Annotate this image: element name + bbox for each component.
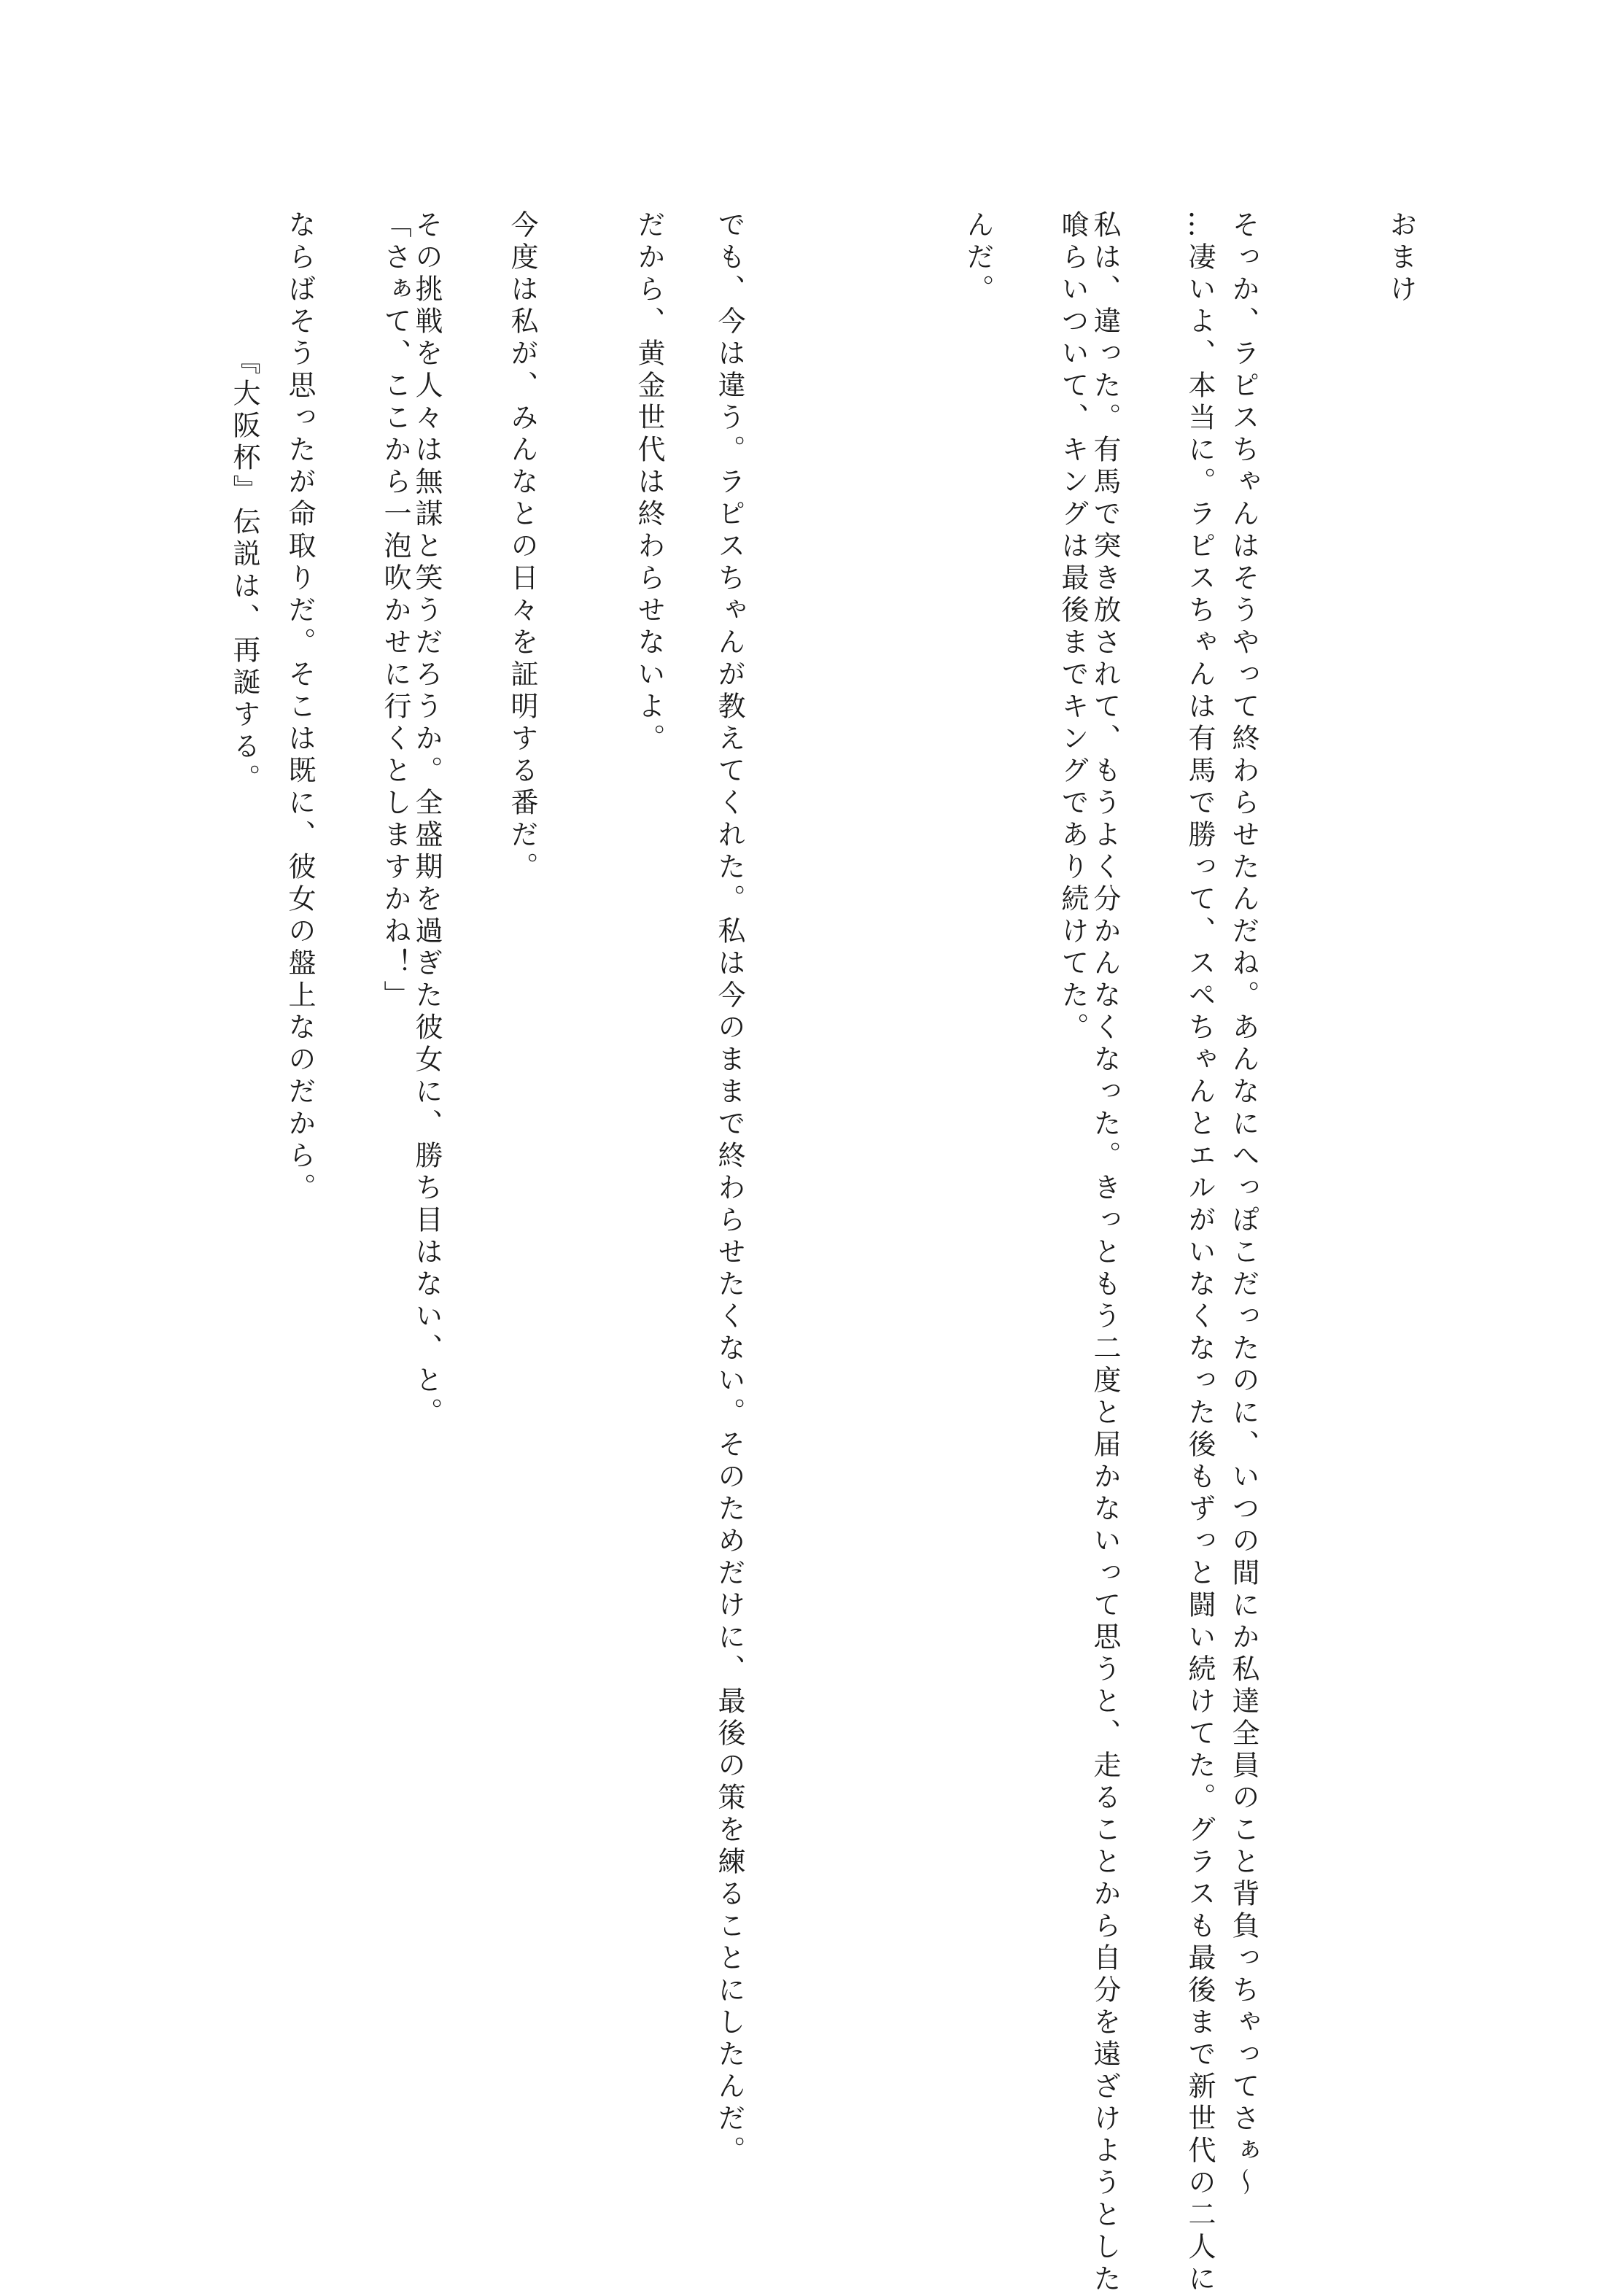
paragraph-line: 喰らいついて、キングは最後までキングであり続けてた。	[1057, 210, 1089, 1044]
paragraph-line: 『大阪杯』伝説は、再誕する。	[228, 346, 260, 796]
paragraph-line: そっか、ラピスちゃんはそうやって終わらせたんだね。あんなにへっぽこだったのに、いつの間にか私達全員のこと背負っちゃってさぁ〜	[1227, 210, 1259, 2200]
paragraph-line: 「さぁて、ここから一泡吹かせに行くとしますかね！」	[379, 210, 411, 1012]
paragraph-7	[139, 346, 350, 2170]
paragraph-line: その挑戦を人々は無謀と笑うだろうか。全盛期を過ぎた彼女に、勝ち目はない、と。	[411, 210, 443, 1430]
paragraph-line: …凄いよ、本当に。ラピスちゃんは有馬で勝って、スペちゃんとエルがいなくなった後もずっと闘い続けてた。グラスも最後まで新世代の二人に	[1184, 210, 1216, 2296]
paragraph-line: でも、今は違う。ラピスちゃんが教えてくれた。私は今のままで終わらせたくない。そのためだけに、最後の策を練ることにしたんだ。	[713, 210, 745, 2168]
paragraph-line: んだ。	[962, 210, 994, 306]
page-title: おまけ	[1385, 210, 1417, 306]
paragraph-line: ならばそう思ったが命取りだ。そこは既に、彼女の盤上なのだから。	[284, 210, 316, 1205]
paragraph-line: 私は、違った。有馬で突き放されて、もうよく分かんなくなった。きっともう二度と届かないって思うと、走ることから自分を遠ざけようとした	[1089, 210, 1121, 2296]
paragraph-line: 今度は私が、みんなとの日々を証明する番だ。	[506, 210, 538, 884]
paragraph-line: だから、黄金世代は終わらせないよ。	[633, 210, 665, 756]
paragraph-3	[872, 210, 1211, 2296]
